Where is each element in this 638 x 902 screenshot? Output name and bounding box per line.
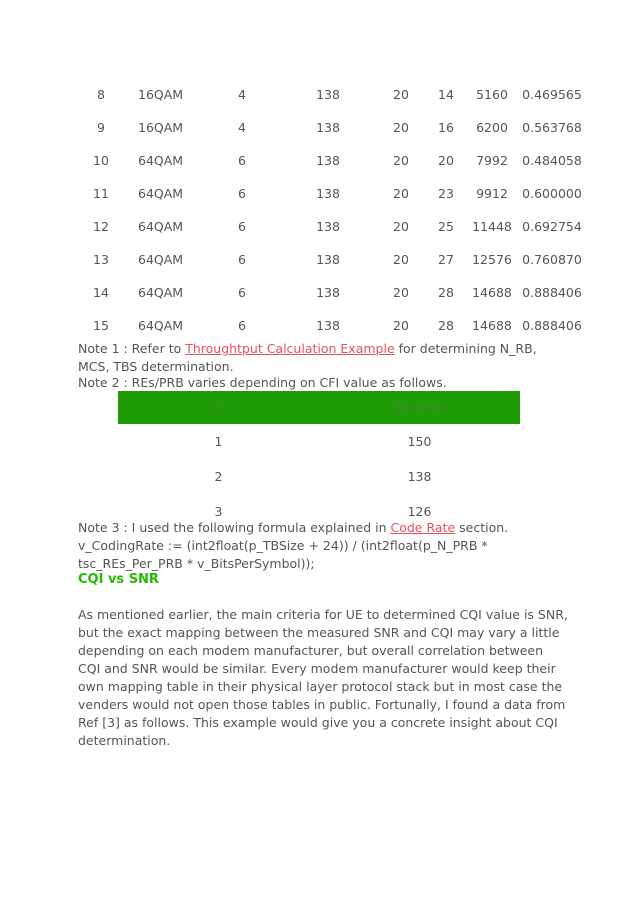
cfi-table [118,391,520,529]
cfi-table-header-row [118,391,520,424]
modulation-cell: 64QAM [138,219,184,234]
cqi-index-cell: 9 [97,120,105,135]
cqi-table-body [78,78,584,342]
res-per-prb-cell: 138 [316,186,340,201]
tbs-cell: 6200 [476,120,508,135]
coding-rate-formula: v_CodingRate := (int2float(p_TBSize + 24)) / (int2float(p_N_PRB * tsc_REs_Per_PRB * v_BitsPerSymbol)); [78,538,488,571]
mcs-cell: 20 [438,153,454,168]
cqi-table-row [78,78,584,111]
n-rb-cell: 20 [393,87,409,102]
res-per-prb-cell: 138 [316,120,340,135]
tbs-cell: 9912 [476,186,508,201]
code-rate-link[interactable]: Code Rate [390,520,456,535]
cqi-table-row [78,177,584,210]
bits-per-symbol-cell: 6 [238,318,246,333]
res-per-prb-cell: 138 [316,219,340,234]
section-heading-cqi-vs-snr: CQI vs SNR [78,572,159,587]
cqi-table-row [78,111,584,144]
mcs-cell: 23 [438,186,454,201]
cqi-table-row [78,276,584,309]
cqi-index-cell: 15 [93,318,109,333]
cfi-value-cell: 2 [214,469,223,484]
note-1 [78,340,568,376]
res-per-prb-cell: 138 [316,153,340,168]
bits-per-symbol-cell: 6 [238,186,246,201]
modulation-cell: 64QAM [138,318,184,333]
n-rb-cell: 20 [393,219,409,234]
cqi-snr-paragraph: As mentioned earlier, the main criteria for UE to determined CQI value is SNR, but the exact mapping between the measured SNR and CQI may vary a little depending on each modem manufacturer, but overall correlation between CQI and SNR would be similar. Every modem manufacturer would keep their own mapping table in their physical layer protocol stack but in most case the venders would not open those tables in public. Fortunally, I found a data from Ref [3] as follows. This example would give you a concrete insight about CQI determination. [78,607,568,748]
mcs-cell: 16 [438,120,454,135]
mcs-cell: 28 [438,318,454,333]
note-3 [78,519,568,573]
modulation-cell: 16QAM [138,120,184,135]
note-3-suffix: section. [455,520,509,535]
note-2: Note 2 : REs/PRB varies depending on CFI value as follows. [78,375,447,390]
mcs-cell: 28 [438,285,454,300]
cqi-table-row [78,210,584,243]
cfi-value-cell: 3 [214,504,223,519]
tbs-cell: 12576 [472,252,512,267]
code-rate-cell: 0.888406 [522,285,582,300]
res-per-prb-cell: 138 [316,285,340,300]
cqi-index-cell: 8 [97,87,105,102]
code-rate-cell: 0.692754 [522,219,582,234]
note-1-prefix: Note 1 : Refer to [78,341,186,356]
cqi-index-cell: 12 [93,219,109,234]
bits-per-symbol-cell: 6 [238,153,246,168]
tbs-cell: 5160 [476,87,508,102]
bits-per-symbol-cell: 6 [238,252,246,267]
mcs-cell: 25 [438,219,454,234]
cqi-index-cell: 14 [93,285,109,300]
modulation-cell: 64QAM [138,252,184,267]
cfi-table-body [118,424,520,529]
cqi-index-cell: 11 [93,186,109,201]
bits-per-symbol-cell: 4 [238,120,246,135]
n-rb-cell: 20 [393,285,409,300]
cqi-index-cell: 13 [93,252,109,267]
n-rb-cell: 20 [393,186,409,201]
cfi-column-header: CFI [118,391,319,424]
res-per-prb-value-cell: 138 [407,469,432,484]
modulation-cell: 64QAM [138,153,184,168]
tbs-cell: 14688 [472,318,512,333]
note-1-suffix: for determining N_RB, MCS, TBS determination. [78,341,537,374]
cqi-table-row [78,144,584,177]
res-per-prb-value-cell: 126 [407,504,432,519]
res-per-prb-value-cell: 150 [407,434,432,449]
modulation-cell: 64QAM [138,186,184,201]
mcs-cell: 14 [438,87,454,102]
n-rb-cell: 20 [393,252,409,267]
tbs-cell: 7992 [476,153,508,168]
code-rate-cell: 0.888406 [522,318,582,333]
cfi-value-cell: 1 [214,434,223,449]
tbs-cell: 14688 [472,285,512,300]
modulation-cell: 64QAM [138,285,184,300]
code-rate-cell: 0.563768 [522,120,582,135]
res-per-prb-column-header: REs/PRB [319,391,520,424]
mcs-cell: 27 [438,252,454,267]
cqi-index-cell: 10 [93,153,109,168]
cfi-table-row [118,459,520,494]
n-rb-cell: 20 [393,120,409,135]
cfi-table-row [118,424,520,459]
modulation-cell: 16QAM [138,87,184,102]
n-rb-cell: 20 [393,318,409,333]
res-per-prb-cell: 138 [316,87,340,102]
n-rb-cell: 20 [393,153,409,168]
res-per-prb-cell: 138 [316,318,340,333]
bits-per-symbol-cell: 4 [238,87,246,102]
cqi-table-row [78,309,584,342]
code-rate-cell: 0.600000 [522,186,582,201]
code-rate-cell: 0.484058 [522,153,582,168]
bits-per-symbol-cell: 6 [238,219,246,234]
res-per-prb-cell: 138 [316,252,340,267]
code-rate-cell: 0.469565 [522,87,582,102]
cqi-table [78,78,584,342]
throughput-calculation-link[interactable]: Throughtput Calculation Example [185,341,395,356]
bits-per-symbol-cell: 6 [238,285,246,300]
cqi-table-row [78,243,584,276]
code-rate-cell: 0.760870 [522,252,582,267]
note-3-prefix: Note 3 : I used the following formula explained in [78,520,391,535]
tbs-cell: 11448 [472,219,512,234]
